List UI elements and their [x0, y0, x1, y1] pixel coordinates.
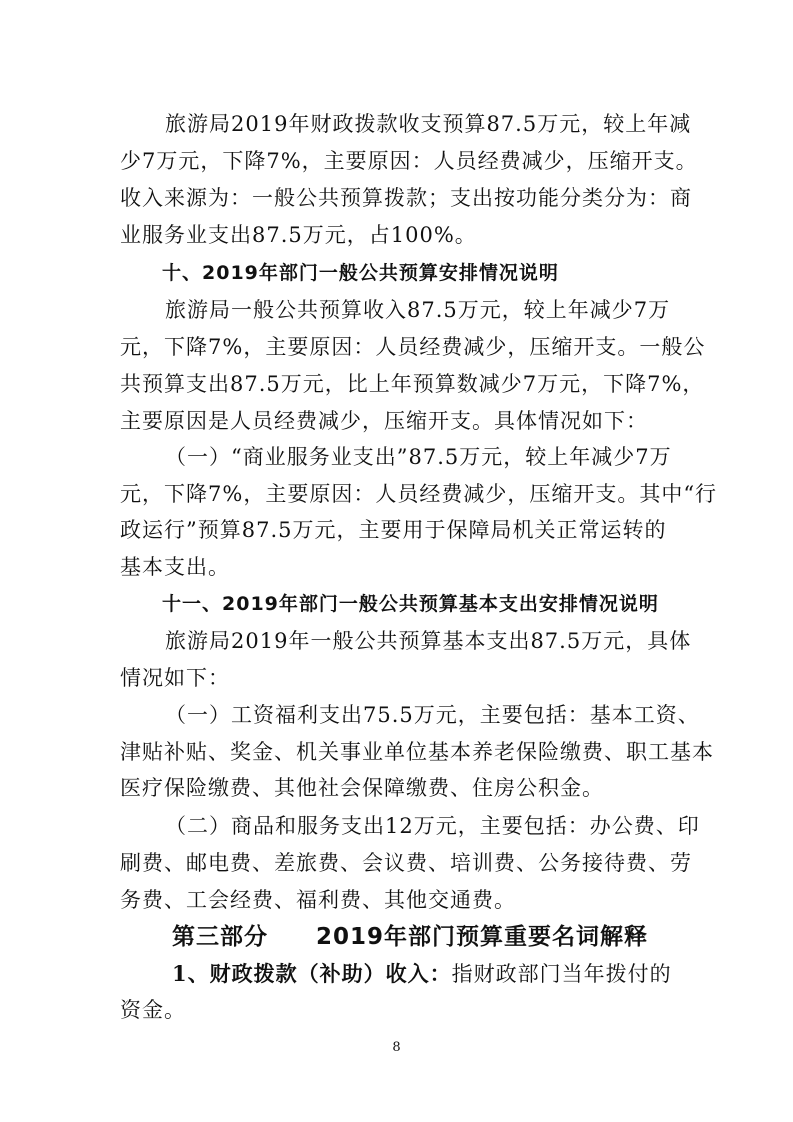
section-heading: 十一、2019年部门一般公共预算基本支出安排情况说明 [162, 593, 659, 615]
paragraph-line: 业服务业支出87.5万元，占100%。 [120, 223, 477, 247]
page-number: 8 [392, 1040, 401, 1055]
definition-text: 指财政部门当年拨付的 [451, 962, 672, 986]
definition-term: 1、财政拨款（补助）收入： [172, 961, 452, 986]
definition-line [172, 960, 672, 988]
paragraph-line: 资金。 [120, 998, 186, 1022]
paragraph-line: 收入来源为：一般公共预算拨款；支出按功能分类分为：商 [120, 186, 692, 210]
paragraph-line: （一）工资福利支出75.5万元，主要包括：基本工资、 [165, 703, 700, 727]
paragraph-line: 基本支出。 [120, 555, 230, 579]
paragraph-line: 主要原因是人员经费减少，压缩开支。具体情况如下： [120, 409, 648, 433]
paragraph-line: 元，下降7%，主要原因：人员经费减少，压缩开支。一般公 [120, 335, 706, 359]
paragraph-line: 旅游局2019年一般公共预算基本支出87.5万元，具体 [165, 629, 692, 653]
paragraph-line: 刷费、邮电费、差旅费、会议费、培训费、公务接待费、劳 [120, 851, 692, 875]
part-title: 第三部分 2019年部门预算重要名词解释 [172, 924, 649, 950]
paragraph-line: 津贴补贴、奖金、机关事业单位基本养老保险缴费、职工基本 [120, 740, 714, 764]
paragraph-line: 少7万元，下降7%，主要原因：人员经费减少，压缩开支。 [120, 149, 698, 173]
paragraph-line: 元，下降7%，主要原因：人员经费减少，压缩开支。其中“行 [120, 482, 718, 506]
paragraph-line: 旅游局一般公共预算收入87.5万元，较上年减少7万 [165, 298, 671, 322]
paragraph-line: 政运行”预算87.5万元，主要用于保障局机关正常运转的 [120, 518, 667, 542]
paragraph-line: 旅游局2019年财政拨款收支预算87.5万元，较上年减 [165, 112, 692, 136]
paragraph-line: 务费、工会经费、福利费、其他交通费。 [120, 888, 516, 912]
paragraph-line: 情况如下： [120, 666, 230, 690]
paragraph-line: （二）商品和服务支出12万元，主要包括：办公费、印 [165, 814, 700, 838]
paragraph-line: 共预算支出87.5万元，比上年预算数减少7万元，下降7%， [120, 372, 705, 396]
paragraph-line: 医疗保险缴费、其他社会保障缴费、住房公积金。 [120, 776, 604, 800]
section-heading: 十、2019年部门一般公共预算安排情况说明 [162, 262, 559, 284]
paragraph-line: （一）“商业服务业支出”87.5万元，较上年减少7万 [165, 445, 672, 469]
